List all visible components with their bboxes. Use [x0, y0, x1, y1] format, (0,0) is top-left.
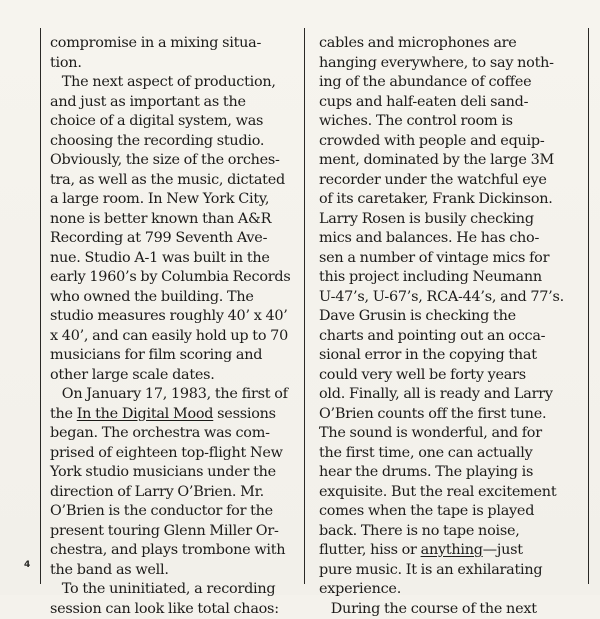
text-line: mics and balances. He has cho- [319, 229, 581, 249]
text-line: compromise in a mixing situa- [50, 34, 300, 54]
text-line: nue. Studio A-1 was built in the [50, 249, 300, 269]
text-line: The sound is wonderful, and for [319, 424, 581, 444]
underlined-title: In the Digital Mood [77, 406, 214, 422]
text-line: wiches. The control room is [319, 112, 581, 132]
text-segment: —just [483, 542, 523, 558]
text-line: direction of Larry O’Brien. Mr. [50, 483, 300, 503]
text-line: who owned the building. The [50, 288, 300, 308]
text-line: could very well be forty years [319, 366, 581, 386]
text-line: Larry Rosen is busily checking [319, 210, 581, 230]
text-line: recorder under the watchful eye [319, 171, 581, 191]
text-line: tion. [50, 54, 300, 74]
page-number: 4 [24, 560, 30, 570]
text-line: early 1960’s by Columbia Records [50, 268, 300, 288]
text-line: present touring Glenn Miller Or- [50, 522, 300, 542]
text-line: began. The orchestra was com- [50, 424, 300, 444]
text-line: exquisite. But the real excitement [319, 483, 581, 503]
column-rule-middle [304, 28, 305, 584]
text-line: cables and microphones are [319, 34, 581, 54]
text-line: O’Brien counts off the first tune. [319, 405, 581, 425]
text-line: ment, dominated by the large 3M [319, 151, 581, 171]
text-line: the band as well. [50, 561, 300, 581]
text-line: the first time, one can actually [319, 444, 581, 464]
left-text-column [50, 34, 300, 619]
column-rule-left [40, 28, 41, 584]
text-line [50, 405, 300, 425]
text-line: tra, as well as the music, dictated [50, 171, 300, 191]
text-line [319, 541, 581, 561]
text-line: prised of eighteen top-flight New [50, 444, 300, 464]
text-line: x 40’, and can easily hold up to 70 [50, 327, 300, 347]
text-line: On January 17, 1983, the first of [50, 385, 300, 405]
text-line: sen a number of vintage mics for [319, 249, 581, 269]
text-segment: the [50, 406, 77, 422]
text-line: During the course of the next [319, 600, 581, 619]
text-line: choosing the recording studio. [50, 132, 300, 152]
text-line: pure music. It is an exhilarating [319, 561, 581, 581]
text-line: choice of a digital system, was [50, 112, 300, 132]
text-segment: flutter, hiss or [319, 542, 421, 558]
text-line: old. Finally, all is ready and Larry [319, 385, 581, 405]
text-line: of its caretaker, Frank Dickinson. [319, 190, 581, 210]
underlined-title: anything [421, 542, 483, 558]
text-line: comes when the tape is played [319, 502, 581, 522]
text-line: experience. [319, 580, 581, 600]
text-line: hanging everywhere, to say noth- [319, 54, 581, 74]
text-line: session can look like total chaos: [50, 600, 300, 619]
text-line: sional error in the copying that [319, 346, 581, 366]
text-line: O’Brien is the conductor for the [50, 502, 300, 522]
text-line: Recording at 799 Seventh Ave- [50, 229, 300, 249]
text-line: Dave Grusin is checking the [319, 307, 581, 327]
text-line: U-47’s, U-67’s, RCA-44’s, and 77’s. [319, 288, 581, 308]
text-line: musicians for film scoring and [50, 346, 300, 366]
text-line: none is better known than A&R [50, 210, 300, 230]
text-line: The next aspect of production, [50, 73, 300, 93]
text-line: and just as important as the [50, 93, 300, 113]
text-line: crowded with people and equip- [319, 132, 581, 152]
text-line: back. There is no tape noise, [319, 522, 581, 542]
column-rule-right [588, 28, 589, 584]
text-line: this project including Neumann [319, 268, 581, 288]
text-line: ing of the abundance of coffee [319, 73, 581, 93]
text-line: hear the drums. The playing is [319, 463, 581, 483]
text-line: York studio musicians under the [50, 463, 300, 483]
right-text-column [319, 34, 581, 619]
text-line: chestra, and plays trombone with [50, 541, 300, 561]
text-line: a large room. In New York City, [50, 190, 300, 210]
text-line: cups and half-eaten deli sand- [319, 93, 581, 113]
text-segment: sessions [213, 406, 276, 422]
text-line: Obviously, the size of the orches- [50, 151, 300, 171]
text-line: other large scale dates. [50, 366, 300, 386]
text-line: studio measures roughly 40’ x 40’ [50, 307, 300, 327]
text-line: charts and pointing out an occa- [319, 327, 581, 347]
text-line: To the uninitiated, a recording [50, 580, 300, 600]
